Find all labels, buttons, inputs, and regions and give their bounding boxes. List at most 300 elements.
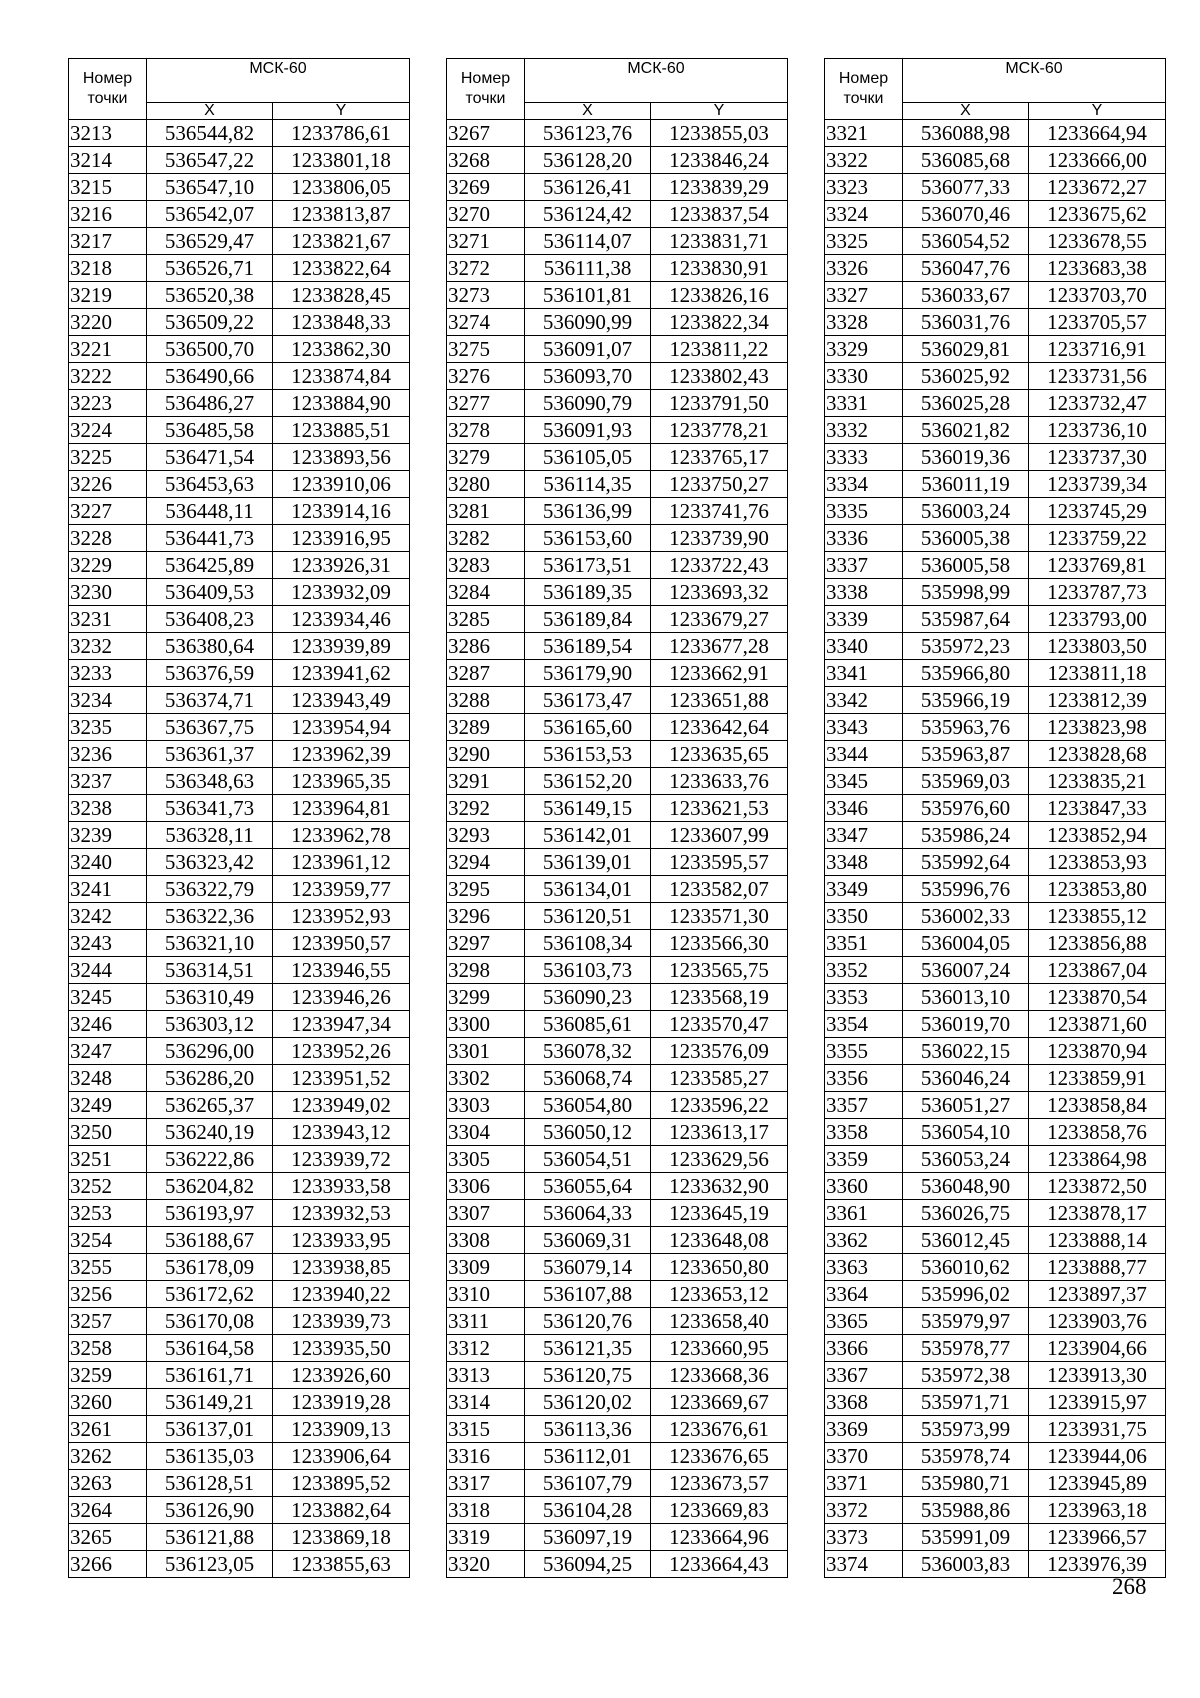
x-coordinate-cell: 536173,51: [525, 552, 651, 579]
point-number-cell: 3251: [69, 1146, 147, 1173]
x-coordinate-cell: 536091,07: [525, 336, 651, 363]
point-number-cell: 3253: [69, 1200, 147, 1227]
table-row: [447, 1416, 788, 1443]
x-coordinate-cell: 536093,70: [525, 363, 651, 390]
point-number-cell: 3266: [69, 1551, 147, 1578]
x-coordinate-cell: 536453,63: [147, 471, 273, 498]
y-coordinate-cell: 1233909,13: [273, 1416, 410, 1443]
point-number-cell: 3275: [447, 336, 525, 363]
x-coordinate-cell: 536139,01: [525, 849, 651, 876]
y-coordinate-cell: 1233839,29: [651, 174, 788, 201]
y-coordinate-cell: 1233739,34: [1029, 471, 1166, 498]
y-coordinate-cell: 1233952,26: [273, 1038, 410, 1065]
point-number-cell: 3223: [69, 390, 147, 417]
point-number-header: [447, 59, 525, 120]
x-coordinate-cell: 536123,05: [147, 1551, 273, 1578]
x-coordinate-cell: 535978,74: [903, 1443, 1029, 1470]
point-number-cell: 3308: [447, 1227, 525, 1254]
table-row: [69, 282, 410, 309]
table-row: [69, 147, 410, 174]
y-coordinate-cell: 1233858,84: [1029, 1092, 1166, 1119]
y-header: Y: [1029, 103, 1166, 120]
point-number-cell: 3218: [69, 255, 147, 282]
table-row: [447, 174, 788, 201]
table-row: [69, 633, 410, 660]
x-coordinate-cell: 536265,37: [147, 1092, 273, 1119]
y-coordinate-cell: 1233846,24: [651, 147, 788, 174]
point-number-cell: 3264: [69, 1497, 147, 1524]
y-coordinate-cell: 1233778,21: [651, 417, 788, 444]
table-row: [69, 228, 410, 255]
x-coordinate-cell: 536103,73: [525, 957, 651, 984]
y-coordinate-cell: 1233806,05: [273, 174, 410, 201]
table-row: [69, 1497, 410, 1524]
x-coordinate-cell: 536121,88: [147, 1524, 273, 1551]
x-coordinate-cell: 536090,23: [525, 984, 651, 1011]
table-row: [825, 552, 1166, 579]
point-number-cell: 3292: [447, 795, 525, 822]
table-row: [447, 876, 788, 903]
point-number-cell: 3368: [825, 1389, 903, 1416]
point-number-cell: 3326: [825, 255, 903, 282]
point-number-cell: 3220: [69, 309, 147, 336]
table-row: [69, 120, 410, 147]
x-coordinate-cell: 536409,53: [147, 579, 273, 606]
x-coordinate-cell: 536005,58: [903, 552, 1029, 579]
y-coordinate-cell: 1233668,36: [651, 1362, 788, 1389]
y-coordinate-cell: 1233653,12: [651, 1281, 788, 1308]
y-coordinate-cell: 1233870,54: [1029, 984, 1166, 1011]
point-number-cell: 3230: [69, 579, 147, 606]
y-coordinate-cell: 1233932,09: [273, 579, 410, 606]
x-coordinate-cell: 536135,03: [147, 1443, 273, 1470]
y-coordinate-cell: 1233759,22: [1029, 525, 1166, 552]
point-number-cell: 3317: [447, 1470, 525, 1497]
table-row: [447, 1254, 788, 1281]
point-number-cell: 3286: [447, 633, 525, 660]
point-number-cell: 3227: [69, 498, 147, 525]
point-number-cell: 3354: [825, 1011, 903, 1038]
point-number-cell: 3272: [447, 255, 525, 282]
y-coordinate-cell: 1233811,18: [1029, 660, 1166, 687]
x-coordinate-cell: 536189,35: [525, 579, 651, 606]
y-coordinate-cell: 1233813,87: [273, 201, 410, 228]
x-coordinate-cell: 536486,27: [147, 390, 273, 417]
table-row: [825, 579, 1166, 606]
y-coordinate-cell: 1233828,68: [1029, 741, 1166, 768]
x-coordinate-cell: 536026,75: [903, 1200, 1029, 1227]
x-coordinate-cell: 535963,87: [903, 741, 1029, 768]
x-coordinate-cell: 536005,38: [903, 525, 1029, 552]
y-coordinate-cell: 1233793,00: [1029, 606, 1166, 633]
point-number-cell: 3314: [447, 1389, 525, 1416]
x-coordinate-cell: 536003,83: [903, 1551, 1029, 1578]
table-row: [447, 741, 788, 768]
x-coordinate-cell: 536188,67: [147, 1227, 273, 1254]
table-row: [447, 1173, 788, 1200]
x-coordinate-cell: 536361,37: [147, 741, 273, 768]
table-row: [447, 822, 788, 849]
table-row: [69, 444, 410, 471]
point-number-cell: 3236: [69, 741, 147, 768]
point-number-cell: 3242: [69, 903, 147, 930]
table-row: [69, 768, 410, 795]
y-coordinate-cell: 1233621,53: [651, 795, 788, 822]
table-row: [825, 1470, 1166, 1497]
x-coordinate-cell: 535972,38: [903, 1362, 1029, 1389]
table-row: [69, 1254, 410, 1281]
table-row: [69, 363, 410, 390]
point-number-cell: 3309: [447, 1254, 525, 1281]
table-row: [447, 309, 788, 336]
point-number-cell: 3261: [69, 1416, 147, 1443]
point-number-cell: 3360: [825, 1173, 903, 1200]
x-coordinate-cell: 535971,71: [903, 1389, 1029, 1416]
x-coordinate-cell: 536105,05: [525, 444, 651, 471]
point-number-cell: 3263: [69, 1470, 147, 1497]
point-number-cell: 3370: [825, 1443, 903, 1470]
table-row: [69, 849, 410, 876]
y-coordinate-cell: 1233946,55: [273, 957, 410, 984]
table-row: [447, 1497, 788, 1524]
x-coordinate-cell: 536054,52: [903, 228, 1029, 255]
y-coordinate-cell: 1233867,04: [1029, 957, 1166, 984]
table-row: [69, 606, 410, 633]
point-number-cell: 3221: [69, 336, 147, 363]
x-coordinate-cell: 535996,76: [903, 876, 1029, 903]
x-coordinate-cell: 536152,20: [525, 768, 651, 795]
point-number-cell: 3224: [69, 417, 147, 444]
point-number-cell: 3355: [825, 1038, 903, 1065]
table-row: [447, 498, 788, 525]
table-row: [69, 174, 410, 201]
y-coordinate-cell: 1233897,37: [1029, 1281, 1166, 1308]
x-coordinate-cell: 535996,02: [903, 1281, 1029, 1308]
x-coordinate-cell: 536090,79: [525, 390, 651, 417]
x-coordinate-cell: 536047,76: [903, 255, 1029, 282]
table-row: [69, 741, 410, 768]
table-row: [825, 174, 1166, 201]
point-number-cell: 3347: [825, 822, 903, 849]
y-coordinate-cell: 1233963,18: [1029, 1497, 1166, 1524]
y-coordinate-cell: 1233596,22: [651, 1092, 788, 1119]
y-coordinate-cell: 1233660,95: [651, 1335, 788, 1362]
table-row: [69, 255, 410, 282]
x-coordinate-cell: 536448,11: [147, 498, 273, 525]
y-coordinate-cell: 1233913,30: [1029, 1362, 1166, 1389]
table-row: [69, 660, 410, 687]
point-number-cell: 3296: [447, 903, 525, 930]
x-coordinate-cell: 536085,68: [903, 147, 1029, 174]
table-row: [447, 1470, 788, 1497]
table-row: [825, 714, 1166, 741]
x-coordinate-cell: 536048,90: [903, 1173, 1029, 1200]
y-coordinate-cell: 1233962,39: [273, 741, 410, 768]
x-coordinate-cell: 536303,12: [147, 1011, 273, 1038]
point-number-cell: 3351: [825, 930, 903, 957]
table-row: [69, 1227, 410, 1254]
y-coordinate-cell: 1233830,91: [651, 255, 788, 282]
table-row: [69, 1443, 410, 1470]
table-row: [447, 1443, 788, 1470]
y-coordinate-cell: 1233801,18: [273, 147, 410, 174]
y-coordinate-cell: 1233565,75: [651, 957, 788, 984]
y-coordinate-cell: 1233745,29: [1029, 498, 1166, 525]
y-coordinate-cell: 1233872,50: [1029, 1173, 1166, 1200]
table-row: [69, 1119, 410, 1146]
y-coordinate-cell: 1233935,50: [273, 1335, 410, 1362]
table-row: [825, 822, 1166, 849]
point-number-cell: 3271: [447, 228, 525, 255]
y-coordinate-cell: 1233741,76: [651, 498, 788, 525]
x-coordinate-cell: 536101,81: [525, 282, 651, 309]
y-coordinate-cell: 1233732,47: [1029, 390, 1166, 417]
y-coordinate-cell: 1233787,73: [1029, 579, 1166, 606]
point-number-cell: 3262: [69, 1443, 147, 1470]
table-row: [825, 1524, 1166, 1551]
table-row: [69, 1146, 410, 1173]
table-row: [447, 1308, 788, 1335]
table-row: [825, 903, 1166, 930]
x-coordinate-cell: 536323,42: [147, 849, 273, 876]
x-coordinate-cell: 536079,14: [525, 1254, 651, 1281]
coordinates-table-3: [824, 58, 1166, 1578]
table-row: [825, 282, 1166, 309]
y-coordinate-cell: 1233679,27: [651, 606, 788, 633]
x-coordinate-cell: 536013,10: [903, 984, 1029, 1011]
x-coordinate-cell: 536153,60: [525, 525, 651, 552]
table-row: [447, 903, 788, 930]
y-coordinate-cell: 1233570,47: [651, 1011, 788, 1038]
point-number-cell: 3268: [447, 147, 525, 174]
x-coordinate-cell: 536091,93: [525, 417, 651, 444]
x-coordinate-cell: 536490,66: [147, 363, 273, 390]
x-coordinate-cell: 536114,07: [525, 228, 651, 255]
point-number-cell: 3369: [825, 1416, 903, 1443]
y-coordinate-cell: 1233869,18: [273, 1524, 410, 1551]
table-row: [69, 1281, 410, 1308]
point-number-cell: 3361: [825, 1200, 903, 1227]
point-number-cell: 3235: [69, 714, 147, 741]
table-row: [69, 1092, 410, 1119]
x-coordinate-cell: 536055,64: [525, 1173, 651, 1200]
table-row: [825, 255, 1166, 282]
x-coordinate-cell: 536322,79: [147, 876, 273, 903]
point-number-cell: 3293: [447, 822, 525, 849]
x-coordinate-cell: 536120,51: [525, 903, 651, 930]
point-number-cell: 3303: [447, 1092, 525, 1119]
x-coordinate-cell: 536314,51: [147, 957, 273, 984]
x-coordinate-cell: 536128,51: [147, 1470, 273, 1497]
x-coordinate-cell: 536310,49: [147, 984, 273, 1011]
x-coordinate-cell: 536526,71: [147, 255, 273, 282]
y-coordinate-cell: 1233585,27: [651, 1065, 788, 1092]
table-row: [825, 687, 1166, 714]
table-row: [825, 1011, 1166, 1038]
y-coordinate-cell: 1233645,19: [651, 1200, 788, 1227]
coordinate-system-header: МСК-60: [147, 59, 410, 103]
y-coordinate-cell: 1233852,94: [1029, 822, 1166, 849]
x-coordinate-cell: 536170,08: [147, 1308, 273, 1335]
y-coordinate-cell: 1233786,61: [273, 120, 410, 147]
x-coordinate-cell: 536111,38: [525, 255, 651, 282]
table-row: [69, 201, 410, 228]
point-number-cell: 3259: [69, 1362, 147, 1389]
point-number-cell: 3334: [825, 471, 903, 498]
x-coordinate-cell: 536085,61: [525, 1011, 651, 1038]
point-number-cell: 3323: [825, 174, 903, 201]
y-coordinate-cell: 1233595,57: [651, 849, 788, 876]
y-coordinate-cell: 1233664,94: [1029, 120, 1166, 147]
x-coordinate-cell: 536078,32: [525, 1038, 651, 1065]
x-coordinate-cell: 536003,24: [903, 498, 1029, 525]
x-coordinate-cell: 536128,20: [525, 147, 651, 174]
point-number-cell: 3301: [447, 1038, 525, 1065]
x-coordinate-cell: 536054,51: [525, 1146, 651, 1173]
table-row: [447, 1092, 788, 1119]
point-number-cell: 3365: [825, 1308, 903, 1335]
point-number-cell: 3310: [447, 1281, 525, 1308]
point-number-cell: 3287: [447, 660, 525, 687]
table-row: [825, 606, 1166, 633]
point-number-header-line2: точки: [465, 90, 506, 107]
y-coordinate-cell: 1233871,60: [1029, 1011, 1166, 1038]
x-coordinate-cell: 536441,73: [147, 525, 273, 552]
y-coordinate-cell: 1233941,62: [273, 660, 410, 687]
point-number-cell: 3239: [69, 822, 147, 849]
y-coordinate-cell: 1233703,70: [1029, 282, 1166, 309]
y-coordinate-cell: 1233848,33: [273, 309, 410, 336]
point-number-cell: 3222: [69, 363, 147, 390]
y-coordinate-cell: 1233736,10: [1029, 417, 1166, 444]
table-row: [825, 1065, 1166, 1092]
x-coordinate-cell: 536068,74: [525, 1065, 651, 1092]
x-coordinate-cell: 536126,41: [525, 174, 651, 201]
point-number-cell: 3274: [447, 309, 525, 336]
table-row: [447, 849, 788, 876]
y-coordinate-cell: 1233847,33: [1029, 795, 1166, 822]
point-number-cell: 3265: [69, 1524, 147, 1551]
x-coordinate-cell: 536193,97: [147, 1200, 273, 1227]
page-number: 268: [1112, 1574, 1147, 1599]
point-number-cell: 3247: [69, 1038, 147, 1065]
x-coordinate-cell: 536108,34: [525, 930, 651, 957]
x-coordinate-cell: 536107,88: [525, 1281, 651, 1308]
y-coordinate-cell: 1233650,80: [651, 1254, 788, 1281]
point-number-cell: 3215: [69, 174, 147, 201]
point-number-cell: 3278: [447, 417, 525, 444]
table-row: [825, 498, 1166, 525]
table-row: [825, 768, 1166, 795]
table-row: [825, 471, 1166, 498]
x-coordinate-cell: 536161,71: [147, 1362, 273, 1389]
point-number-cell: 3284: [447, 579, 525, 606]
y-coordinate-cell: 1233943,49: [273, 687, 410, 714]
x-coordinate-cell: 535979,97: [903, 1308, 1029, 1335]
point-number-cell: 3349: [825, 876, 903, 903]
table-row: [69, 1335, 410, 1362]
y-coordinate-cell: 1233903,76: [1029, 1308, 1166, 1335]
x-coordinate-cell: 535966,19: [903, 687, 1029, 714]
table-row: [825, 1038, 1166, 1065]
point-number-cell: 3350: [825, 903, 903, 930]
x-coordinate-cell: 535992,64: [903, 849, 1029, 876]
x-coordinate-cell: 536120,76: [525, 1308, 651, 1335]
point-number-cell: 3228: [69, 525, 147, 552]
point-number-cell: 3328: [825, 309, 903, 336]
y-coordinate-cell: 1233731,56: [1029, 363, 1166, 390]
y-coordinate-cell: 1233835,21: [1029, 768, 1166, 795]
x-coordinate-cell: 536153,53: [525, 741, 651, 768]
y-coordinate-cell: 1233853,80: [1029, 876, 1166, 903]
x-coordinate-cell: 536011,19: [903, 471, 1029, 498]
table-row: [69, 714, 410, 741]
x-coordinate-cell: 535972,23: [903, 633, 1029, 660]
y-coordinate-cell: 1233635,65: [651, 741, 788, 768]
point-number-cell: 3312: [447, 1335, 525, 1362]
table-row: [825, 1119, 1166, 1146]
table-row: [825, 1092, 1166, 1119]
x-coordinate-cell: 536471,54: [147, 444, 273, 471]
point-number-cell: 3241: [69, 876, 147, 903]
y-coordinate-cell: 1233855,63: [273, 1551, 410, 1578]
x-coordinate-cell: 536054,10: [903, 1119, 1029, 1146]
x-coordinate-cell: 536348,63: [147, 768, 273, 795]
table-row: [447, 930, 788, 957]
point-number-cell: 3267: [447, 120, 525, 147]
table-row: [447, 336, 788, 363]
table-row: [447, 687, 788, 714]
point-number-cell: 3277: [447, 390, 525, 417]
point-number-header-line2: точки: [843, 90, 884, 107]
x-coordinate-cell: 536164,58: [147, 1335, 273, 1362]
x-coordinate-cell: 536064,33: [525, 1200, 651, 1227]
point-number-cell: 3371: [825, 1470, 903, 1497]
y-coordinate-cell: 1233632,90: [651, 1173, 788, 1200]
point-number-cell: 3232: [69, 633, 147, 660]
y-coordinate-cell: 1233856,88: [1029, 930, 1166, 957]
y-coordinate-cell: 1233965,35: [273, 768, 410, 795]
table-row: [825, 876, 1166, 903]
x-coordinate-cell: 535969,03: [903, 768, 1029, 795]
table-row: [69, 417, 410, 444]
point-number-cell: 3373: [825, 1524, 903, 1551]
point-number-cell: 3359: [825, 1146, 903, 1173]
table-row: [447, 984, 788, 1011]
x-coordinate-cell: 536500,70: [147, 336, 273, 363]
point-number-cell: 3348: [825, 849, 903, 876]
table-row: [825, 147, 1166, 174]
x-coordinate-cell: 536123,76: [525, 120, 651, 147]
y-coordinate-cell: 1233945,89: [1029, 1470, 1166, 1497]
y-coordinate-cell: 1233607,99: [651, 822, 788, 849]
x-coordinate-cell: 536341,73: [147, 795, 273, 822]
y-coordinate-cell: 1233642,64: [651, 714, 788, 741]
y-coordinate-cell: 1233669,83: [651, 1497, 788, 1524]
point-number-cell: 3306: [447, 1173, 525, 1200]
y-coordinate-cell: 1233940,22: [273, 1281, 410, 1308]
table-row: [69, 984, 410, 1011]
y-coordinate-cell: 1233882,64: [273, 1497, 410, 1524]
y-coordinate-cell: 1233858,76: [1029, 1119, 1166, 1146]
x-coordinate-cell: 536408,23: [147, 606, 273, 633]
x-coordinate-cell: 536189,54: [525, 633, 651, 660]
table-row: [825, 1254, 1166, 1281]
y-coordinate-cell: 1233931,75: [1029, 1416, 1166, 1443]
y-coordinate-cell: 1233904,66: [1029, 1335, 1166, 1362]
y-coordinate-cell: 1233826,16: [651, 282, 788, 309]
x-coordinate-cell: 536046,24: [903, 1065, 1029, 1092]
